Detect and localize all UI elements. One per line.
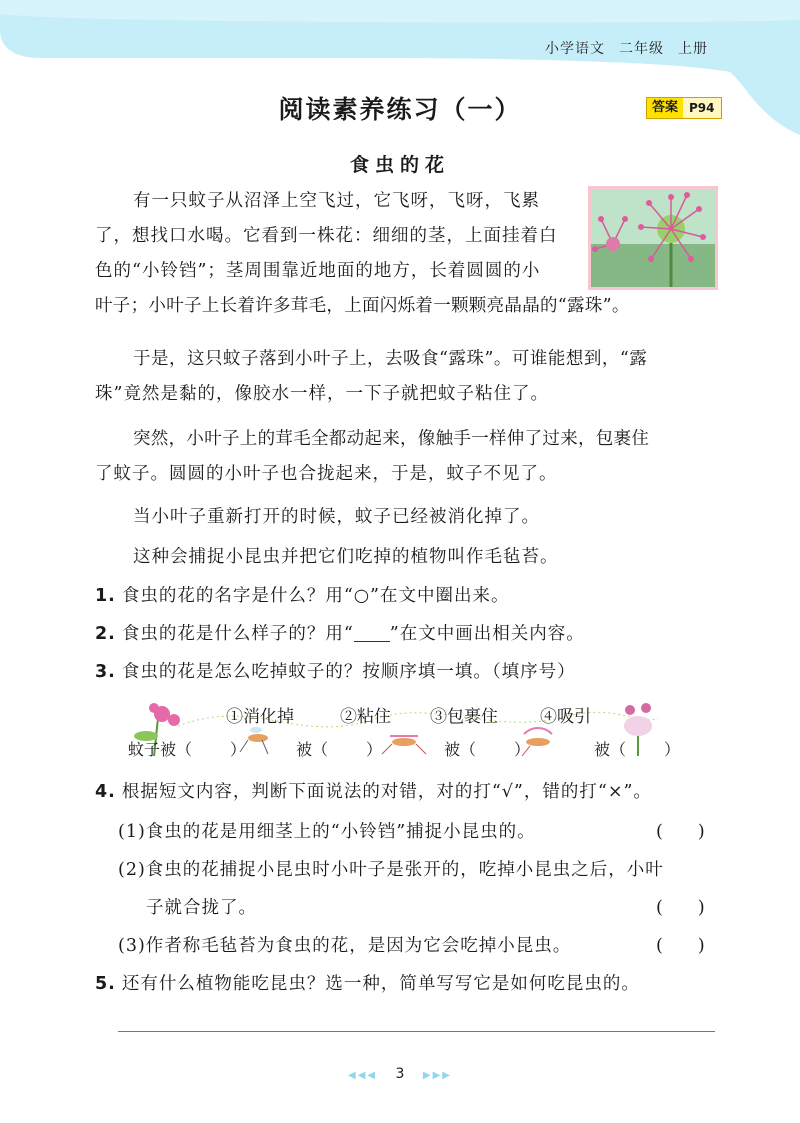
q3-fill-1-close: ）: [230, 740, 247, 759]
q4-statement-2a: (2)食虫的花捕捉小昆虫时小叶子是张开的，吃掉小昆虫之后，小叶: [118, 860, 664, 880]
q3-num: 3.: [95, 662, 116, 682]
q2-num: 2.: [95, 624, 116, 644]
page-number: 3: [395, 1066, 405, 1082]
q3-fill-4[interactable]: [594, 737, 680, 760]
q5-num: 5.: [95, 974, 116, 994]
page-title: 阅读素养练习（一）: [278, 95, 522, 124]
q3-fill-4-label: 被（: [594, 740, 627, 759]
answer-tag[interactable]: [646, 97, 722, 119]
q4-answer-1[interactable]: ( ): [656, 822, 705, 842]
q2-line-sample: [354, 627, 390, 642]
story-paragraph-1: [95, 184, 715, 324]
p3-line: 突然，小叶子上的茸毛全都动起来，像触手一样伸了过来，包裹住: [133, 429, 650, 449]
q4-statement-1: (1)食虫的花是用细茎上的“小铃铛”捕捉小昆虫的。: [118, 822, 536, 842]
q4-answer-3[interactable]: ( ): [656, 936, 705, 956]
question-3: [95, 658, 576, 683]
question-1: [95, 582, 510, 607]
q3-fill-2-close: ）: [366, 740, 383, 759]
story-paragraph-2: [95, 342, 647, 412]
q4-statement-3: (3)作者称毛毡苔为食虫的花，是因为它会吃掉小昆虫。: [118, 936, 572, 956]
header-grade: 二年级: [619, 41, 664, 57]
q3-fill-1[interactable]: [128, 737, 246, 760]
q4-statement-2b: 子就合拢了。: [146, 898, 257, 918]
q3-fill-2-label: 被（: [296, 740, 329, 759]
question-2: [95, 620, 585, 645]
story-title: 食虫的花: [349, 154, 450, 176]
p3-line: 了蚊子。圆圆的小叶子也合拢起来，于是，蚊子不见了。: [95, 464, 558, 484]
q3-fill-3[interactable]: [444, 737, 530, 760]
page-number-area: [0, 1066, 800, 1082]
q3-fill-3-label: 被（: [444, 740, 477, 759]
left-arrows-icon: ◀◀◀: [348, 1070, 378, 1081]
answer-label: 答案: [647, 98, 683, 118]
q4-num: 4.: [95, 782, 116, 802]
header-info: [531, 38, 708, 58]
answer-page: P94: [683, 98, 721, 118]
q3-option-3: ③包裹住: [430, 707, 498, 727]
p1-line: 叶子；小叶子上长着许多茸毛，上面闪烁着一颗颗亮晶晶的“露珠”。: [95, 296, 630, 316]
p2-line: 于是，这只蚊子落到小叶子上，去吸食“露珠”。可谁能想到，“露: [133, 349, 648, 369]
q3-fill-3-close: ）: [514, 740, 531, 759]
story-paragraph-4: 当小叶子重新打开的时候，蚊子已经被消化掉了。: [133, 507, 540, 527]
question-5: [95, 970, 640, 995]
right-arrows-icon: ▶▶▶: [422, 1070, 452, 1081]
q3-option-4: ④吸引: [540, 707, 591, 727]
q3-option-2: ②粘住: [340, 707, 391, 727]
q3-option-1: ①消化掉: [226, 707, 294, 727]
q3-fill-4-close: ）: [664, 740, 681, 759]
p1-line: 色的“小铃铛”；茎周围靠近地面的地方，长着圆圆的小: [95, 261, 541, 281]
q1-text: 食虫的花的名字是什么？用“○”在文中圈出来。: [121, 586, 510, 606]
q1-num: 1.: [95, 586, 116, 606]
header-volume: 上册: [678, 41, 708, 57]
story-paragraph-5: 这种会捕捉小昆虫并把它们吃掉的植物叫作毛毡苔。: [133, 547, 559, 567]
story-paragraph-3: [95, 422, 649, 492]
q4-text: 根据短文内容，判断下面说法的对错，对的打“√”，错的打“×”。: [121, 782, 652, 802]
q4-answer-2[interactable]: ( ): [656, 898, 705, 918]
q3-text: 食虫的花是怎么吃掉蚊子的？按顺序填一填。（填序号）: [121, 662, 576, 682]
p2-line: 珠”竟然是黏的，像胶水一样，一下子就把蚊子粘住了。: [95, 384, 549, 404]
mosquito-icon-2: [382, 736, 426, 754]
question-4: [95, 778, 652, 803]
q2-text-a: 食虫的花是什么样子的？用“: [121, 624, 354, 644]
p1-line: 有一只蚊子从沼泽上空飞过，它飞呀，飞呀，飞累: [133, 191, 540, 211]
answer-line[interactable]: [118, 1031, 715, 1032]
p1-line: 了，想找口水喝。它看到一株花：细细的茎，上面挂着白: [95, 226, 558, 246]
header-subject: 小学语文: [545, 41, 605, 57]
q2-text-b: ”在文中画出相关内容。: [389, 624, 585, 644]
q5-text: 还有什么植物能吃昆虫？选一种，简单写写它是如何吃昆虫的。: [121, 974, 640, 994]
q3-fill-1-label: 蚊子被（: [128, 740, 193, 759]
q3-fill-2[interactable]: [296, 737, 382, 760]
